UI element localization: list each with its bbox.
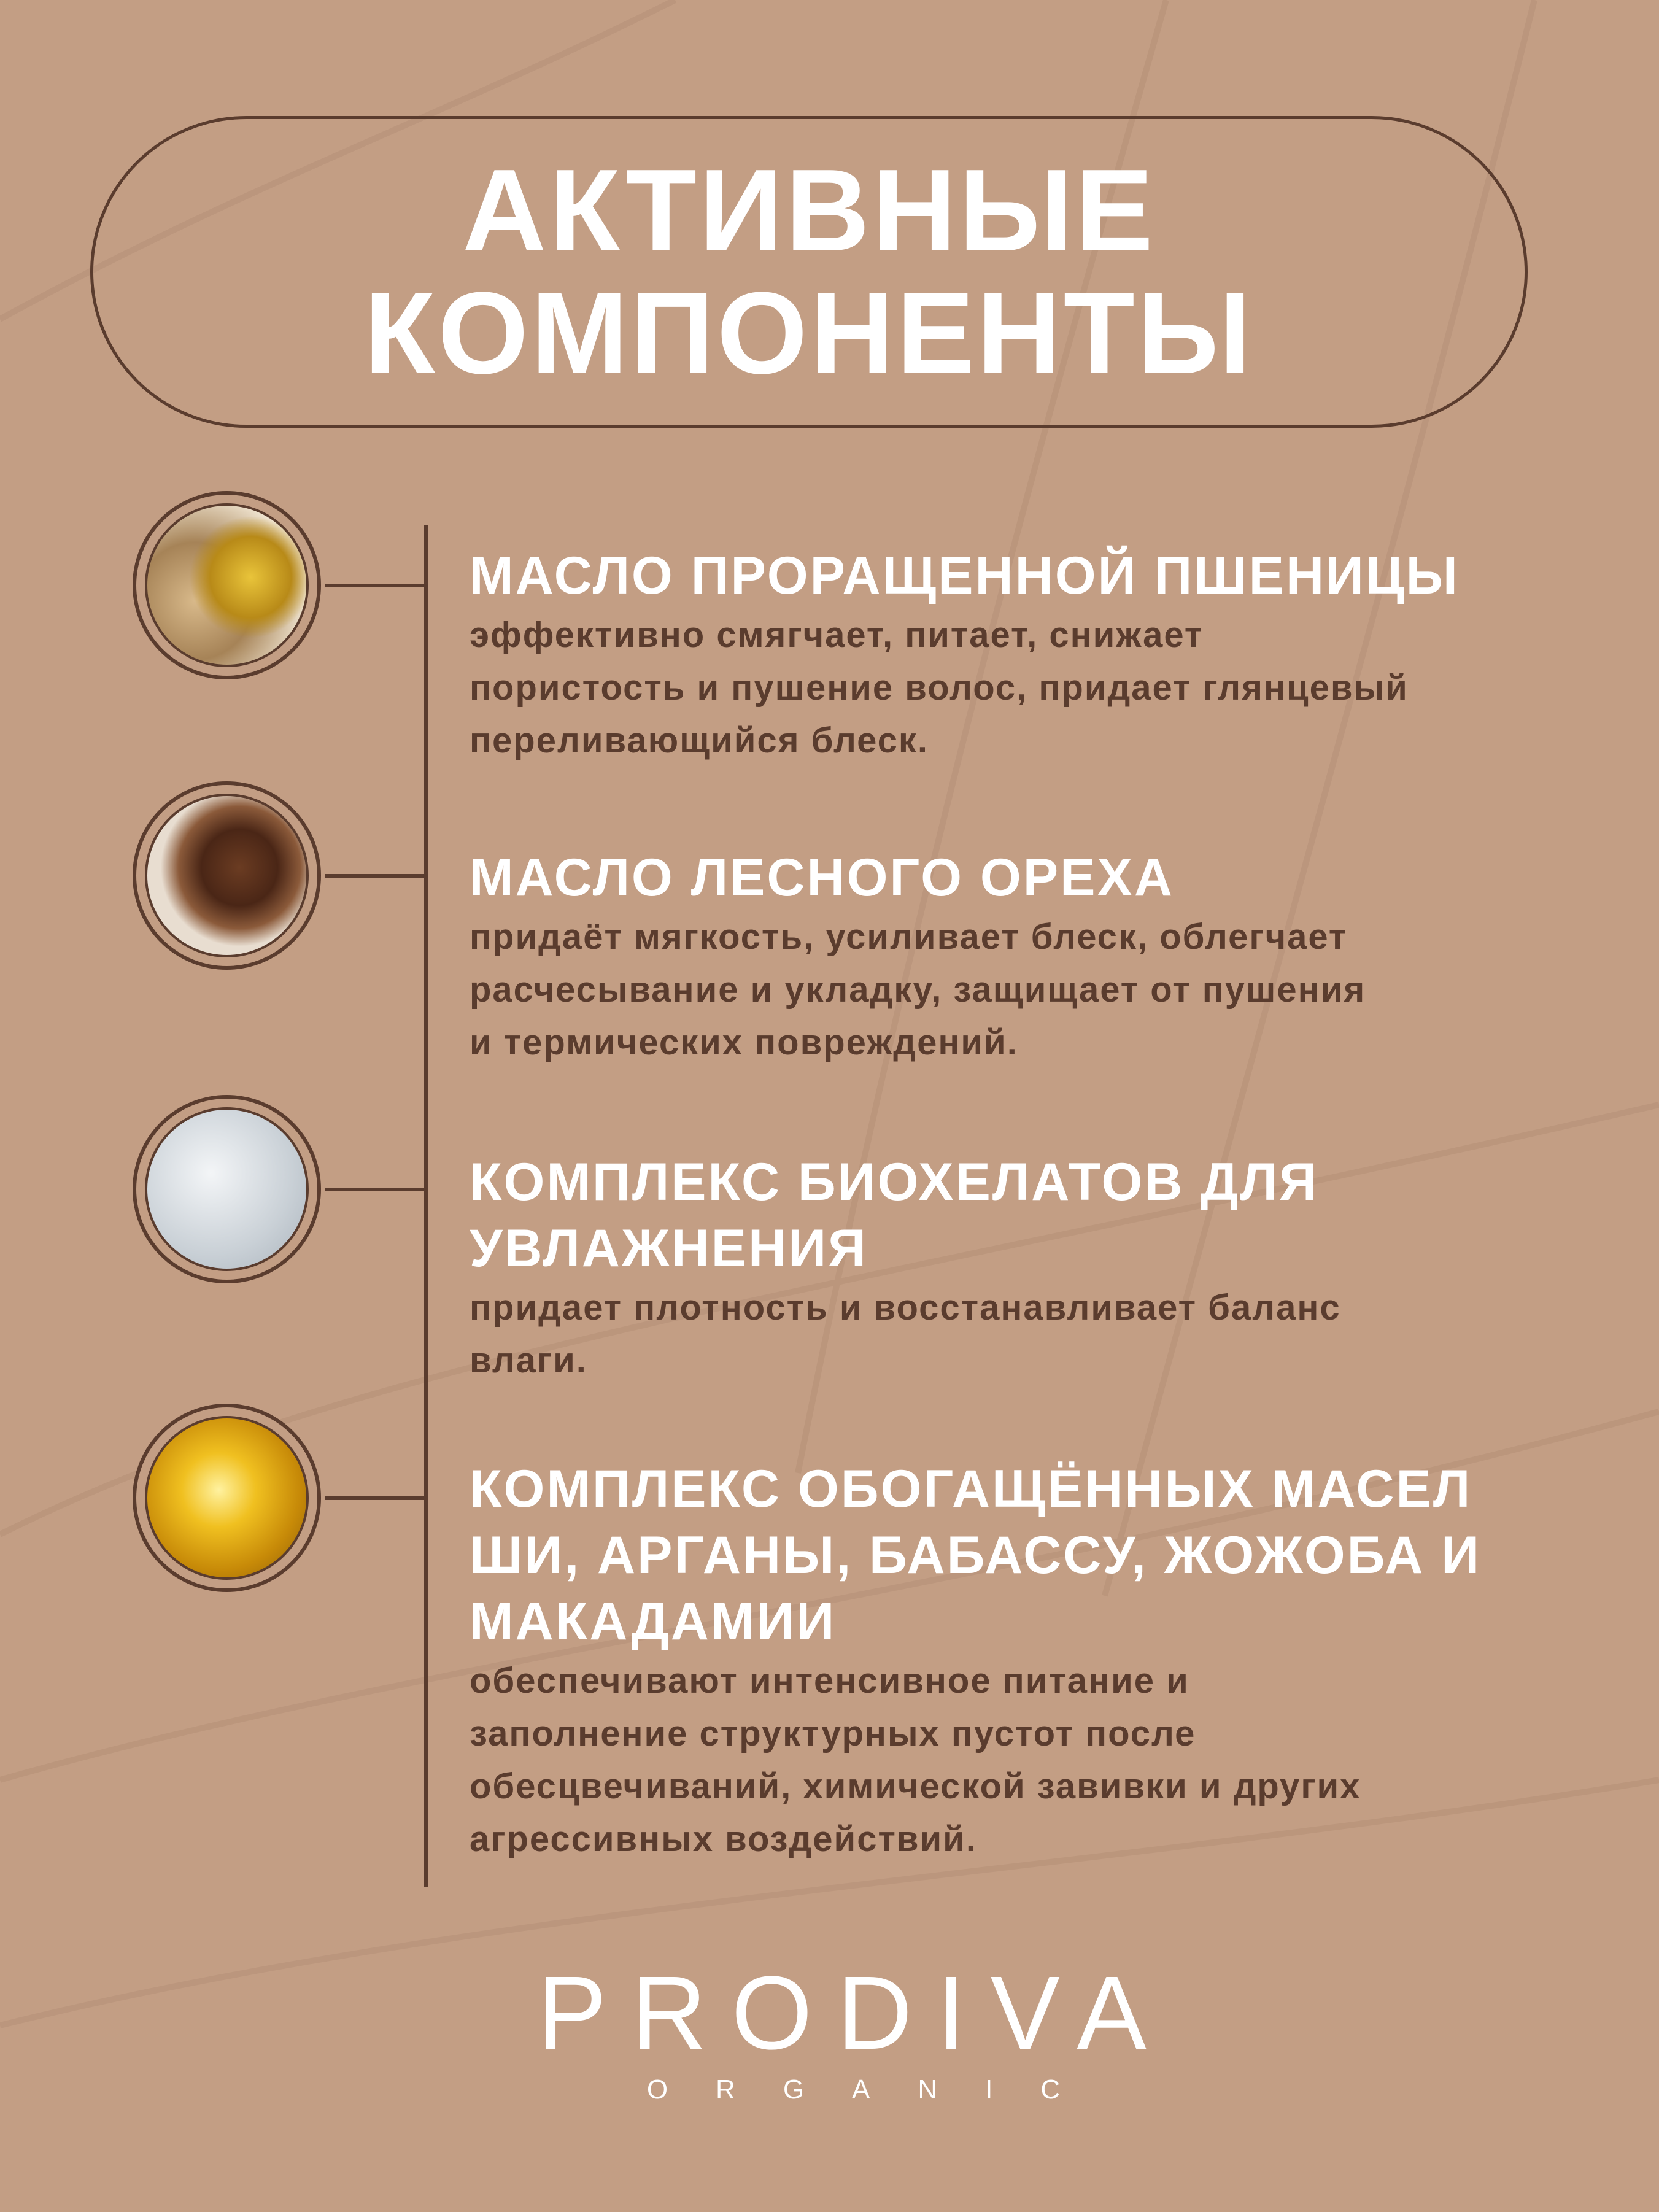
ingredient-description: переливающийся блеск. [470, 721, 929, 760]
ingredient-description: расчесывание и укладку, защищает от пушения [470, 970, 1366, 1010]
ingredient-hazelnut-oil [470, 845, 1636, 1069]
ingredient-heading: УВЛАЖНЕНИЯ [470, 1219, 868, 1278]
brand-logo: PRODIVA [537, 1955, 1171, 2071]
page-title-line1: АКТИВНЫЕ [462, 145, 1156, 276]
brand-logo-subtitle: ORGANIC [646, 2075, 1108, 2105]
ingredient-description: заполнение структурных пустот после [470, 1714, 1196, 1754]
ingredient-heading: МАСЛО ПРОРАЩЕННОЙ ПШЕНИЦЫ [470, 546, 1460, 605]
hazelnut-image [133, 781, 321, 970]
ingredient-wheat-oil [470, 543, 1636, 767]
ingredient-heading: ШИ, АРГАНЫ, БАБАССУ, ЖОЖОБА И [470, 1526, 1482, 1585]
ingredient-heading: МАКАДАМИИ [470, 1592, 837, 1651]
page-title-line2: КОМПОНЕНТЫ [364, 268, 1254, 398]
ingredient-oil-complex [470, 1456, 1636, 1866]
connector-line [325, 874, 426, 878]
title-pill [90, 116, 1528, 428]
ingredient-description: обесцвечиваний, химической завивки и других [470, 1766, 1361, 1806]
ingredient-description: придает плотность и восстанавливает баланс [470, 1288, 1341, 1328]
ingredient-description: влаги. [470, 1340, 587, 1380]
ingredient-heading: МАСЛО ЛЕСНОГО ОРЕХА [470, 848, 1174, 907]
ingredient-biochelates [470, 1149, 1636, 1387]
wheat-oil-image [133, 491, 321, 679]
ingredient-description: и термических повреждений. [470, 1023, 1018, 1062]
connector-line [325, 584, 426, 587]
timeline-line [424, 525, 428, 1887]
ingredient-heading: КОМПЛЕКС БИОХЕЛАТОВ ДЛЯ [470, 1153, 1319, 1212]
ingredient-description: агрессивных воздействий. [470, 1819, 977, 1859]
connector-line [325, 1496, 426, 1500]
ingredient-heading: КОМПЛЕКС ОБОГАЩЁННЫХ МАСЕЛ [470, 1460, 1472, 1518]
golden-oil-image [133, 1404, 321, 1592]
ingredient-description: придаёт мягкость, усиливает блеск, облегчает [470, 917, 1348, 957]
ingredient-description: пористость и пушение волос, придает глянцевый [470, 668, 1409, 708]
ingredient-description: обеспечивают интенсивное питание и [470, 1661, 1189, 1701]
water-drops-image [133, 1095, 321, 1283]
connector-line [325, 1188, 426, 1191]
ingredient-description: эффективно смягчает, питает, снижает [470, 615, 1204, 655]
